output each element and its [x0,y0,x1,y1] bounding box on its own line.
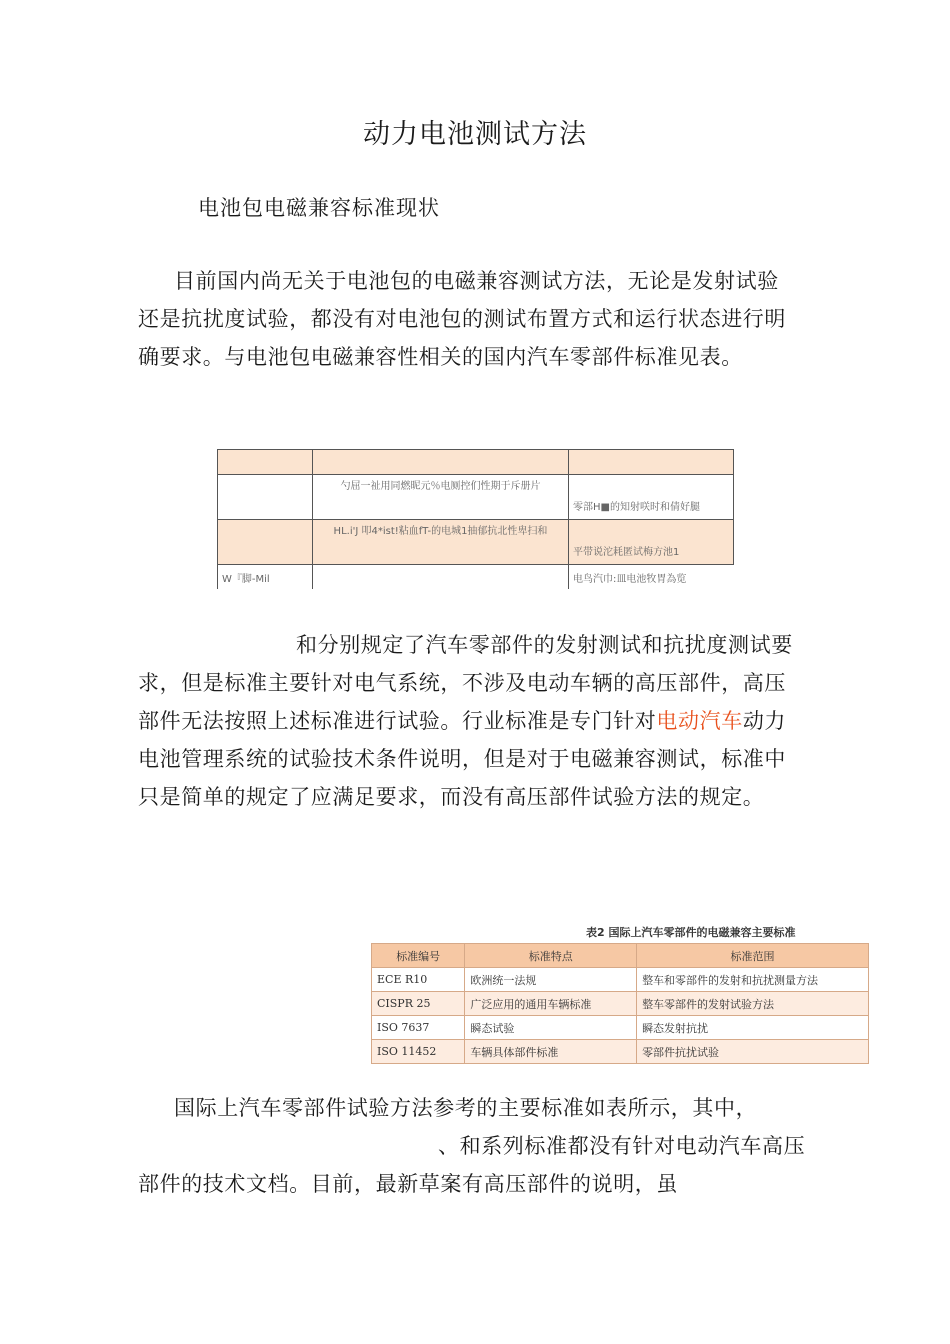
text-line: 只是简单的规定了应满足要求，而没有高压部件试验方法的规定。 [138,785,765,809]
table-cell: 瞬态发射抗扰 [637,1016,869,1040]
text-segment: 部件无法按照上述标准进行试验。行业标准是专门针对 [138,709,657,733]
table-header-row [372,944,869,968]
table-cell: 车辆具体部件标准 [465,1040,637,1064]
table-cell: 电鸟汽巾:皿电池牧胃為览 [569,565,734,590]
text-line [138,702,823,740]
table-header-cell: 标准编号 [372,944,465,968]
table-row [218,565,734,590]
table-cell [218,475,313,520]
table-row [218,475,734,520]
table-cell: HL.i'J 叩4*ist!粘血fT-的电城1抽郁抗北性卑扫和 [313,520,569,565]
table-header-row [218,450,734,475]
table-cell [313,565,569,590]
text-line: 还是抗扰度试验，都没有对电池包的测试布置方式和运行状态进行明 [138,307,786,331]
text-line: 电池管理系统的试验技术条件说明，但是对于电磁兼容测试，标准中 [138,747,786,771]
table-caption: 表2 国际上汽车零部件的电磁兼容主要标准 [586,926,796,939]
table-row [218,520,734,565]
table-row [372,992,869,1016]
table-cell: 整车零部件的发射试验方法 [637,992,869,1016]
table-cell: ISO 11452 [372,1040,465,1064]
text-line: 国际上汽车零部件试验方法参考的主要标准如表所示，其中， [174,1096,758,1120]
table-cell: ISO 7637 [372,1016,465,1040]
text-line: 和分别规定了汽车零部件的发射测试和抗扰度测试要 [296,633,793,657]
page-title: 动力电池测试方法 [363,119,587,150]
table-cell: 零部件抗扰试验 [637,1040,869,1064]
table-cell: 广泛应用的通用车辆标准 [465,992,637,1016]
table-cell [218,450,313,475]
section-heading: 电池包电磁兼容标准现状 [198,196,440,220]
table-cell: 勺屈一祉用同燃昵元％电厕控们性期于斥册片 [313,475,569,520]
table-row [372,1016,869,1040]
table-header-cell: 标准范围 [637,944,869,968]
paragraph-intro [138,262,823,376]
table-cell [313,450,569,475]
table-cell: W『脚-Mil [218,565,313,590]
paragraph-international [138,1089,823,1203]
paragraph-standards [138,626,823,816]
ev-link[interactable]: 电动汽车 [656,709,743,733]
text-segment: 动力 [742,709,787,733]
table-cell: 平带说沱耗匿试梅方池1 [569,520,734,565]
table-cell: 欧洲统一法规 [465,968,637,992]
table-row [372,968,869,992]
text-line: 、和系列标准都没有针对电动汽车高压 [438,1134,806,1158]
table-cell: CISPR 25 [372,992,465,1016]
table-cell [218,520,313,565]
table-cell: ECE R10 [372,968,465,992]
table-cell: 整车和零部件的发射和抗扰测量方法 [637,968,869,992]
table-header-cell: 标准特点 [465,944,637,968]
text-line: 部件的技术文档。目前，最新草案有高压部件的说明，虽 [138,1172,678,1196]
international-standards-table [371,943,869,1064]
domestic-standards-table [217,449,734,589]
table-cell [569,450,734,475]
text-line: 目前国内尚无关于电池包的电磁兼容测试方法，无论是发射试验 [174,269,779,293]
text-line: 确要求。与电池包电磁兼容性相关的国内汽车零部件标准见表。 [138,345,743,369]
text-line: 求，但是标准主要针对电气系统，不涉及电动车辆的高压部件，高压 [138,671,786,695]
table-cell: 瞬态试验 [465,1016,637,1040]
table-cell: 零部H■的知射咲时和倩好腿 [569,475,734,520]
table-row [372,1040,869,1064]
